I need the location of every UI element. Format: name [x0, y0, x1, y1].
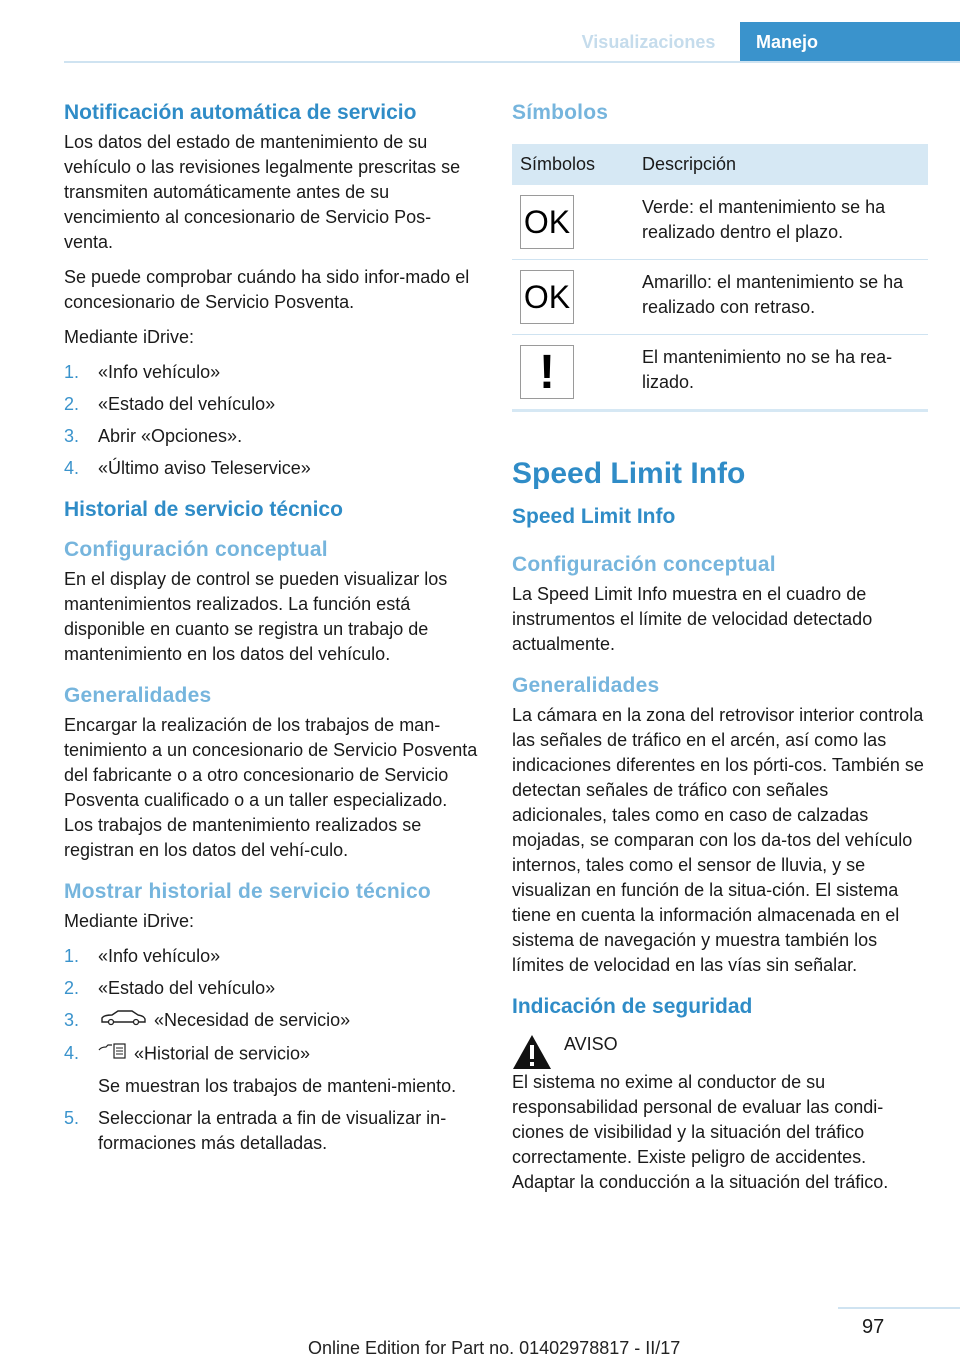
- service-history-icon: [98, 1041, 128, 1068]
- list-item: [64, 944, 478, 969]
- subsection-title: Configuración conceptual: [512, 553, 776, 576]
- step-number: 1.: [64, 362, 80, 382]
- symbol-cell: [512, 260, 634, 335]
- paragraph: Encargar la realización de los trabajos de man‐tenimiento a un concesionario de Servicio Posventa del fabricante o a otro concesionario de Servicio Posventa cualificado o a un taller especializado. Los trabajos de mantenimiento realizados se registran en los datos del vehí‐culo.: [64, 715, 478, 860]
- paragraph: En el display de control se pueden visualizar los mantenimientos realizados. La función está disponible en cuanto se registra un trabajo de mantenimiento en los datos del vehículo.: [64, 569, 448, 664]
- step-number: 1.: [64, 946, 80, 966]
- step-number: 3.: [64, 1010, 80, 1030]
- table-header: Símbolos: [512, 144, 634, 185]
- description-cell: El mantenimiento no se ha rea‐lizado.: [634, 335, 928, 411]
- description-cell: Amarillo: el mantenimiento se ha realizado con retraso.: [634, 260, 928, 335]
- list-item: [64, 392, 478, 417]
- step-text: «Info vehículo»: [98, 946, 221, 966]
- step-text: «Estado del vehículo»: [98, 394, 276, 414]
- header-tabs: [557, 22, 960, 62]
- step-text: Abrir «Opciones».: [98, 426, 243, 446]
- step-text: «Historial de servicio»: [134, 1043, 311, 1063]
- subsection-title: Mostrar historial de servicio técnico: [64, 880, 431, 903]
- step-number: 4.: [64, 458, 80, 478]
- list-item: [64, 456, 478, 481]
- exclamation-icon: !: [520, 345, 574, 399]
- step-number: 2.: [64, 394, 80, 414]
- table-header-row: [512, 144, 928, 185]
- list-item: [64, 1008, 478, 1034]
- section-title-seguridad: Indicación de seguridad: [512, 995, 753, 1018]
- steps-list-1: [64, 360, 478, 481]
- warning-label: AVISO: [564, 1034, 618, 1054]
- step-text: Seleccionar la entrada a fin de visualizar in‐formaciones más detalladas.: [98, 1107, 447, 1153]
- tab-visualizaciones[interactable]: Visualizaciones: [557, 22, 740, 62]
- step-number: 4.: [64, 1042, 80, 1063]
- right-column: [512, 100, 926, 1205]
- table-row: [512, 185, 928, 260]
- ok-green-icon: OK: [520, 195, 574, 249]
- step-text: «Estado del vehículo»: [98, 978, 276, 998]
- step-number: 5.: [64, 1107, 80, 1128]
- paragraph: Mediante iDrive:: [64, 327, 195, 347]
- step-text: «Info vehículo»: [98, 362, 221, 382]
- step-note: Se muestran los trabajos de manteni‐miento.: [98, 1075, 457, 1096]
- paragraph: Mediante iDrive:: [64, 911, 195, 931]
- symbols-table: [512, 144, 928, 412]
- paragraph: Se puede comprobar cuándo ha sido infor‐mado el concesionario de Servicio Posventa.: [64, 267, 470, 312]
- list-item: [64, 1106, 478, 1156]
- chapter-title-speed-limit: Speed Limit Info: [512, 457, 746, 490]
- description-cell: Verde: el mantenimiento se ha realizado dentro el plazo.: [634, 185, 928, 260]
- car-service-icon: [98, 1009, 148, 1034]
- section-title-notificacion: Notificación automática de servicio: [64, 101, 417, 124]
- list-item: [64, 424, 478, 449]
- step-text: «Último aviso Teleservice»: [98, 458, 311, 478]
- subsection-title: Generalidades: [64, 684, 212, 707]
- section-title-simbolos: Símbolos: [512, 101, 609, 124]
- steps-list-2: [64, 944, 478, 1156]
- symbol-cell: [512, 185, 634, 260]
- list-item: [64, 360, 478, 385]
- subsection-title: Configuración conceptual: [64, 538, 328, 561]
- header-rule: [64, 61, 960, 63]
- ok-yellow-icon: OK: [520, 270, 574, 324]
- warning-triangle-icon: [512, 1034, 552, 1070]
- paragraph: Los datos del estado de mantenimiento de su vehículo o las revisiones legalmente prescritas se transmiten automáticamente antes de su vencimiento al concesionario de Servicio Pos‐venta.: [64, 132, 461, 252]
- page-number: 97: [862, 1316, 885, 1338]
- table-row: [512, 335, 928, 411]
- symbol-cell: [512, 335, 634, 411]
- tab-manejo[interactable]: Manejo: [740, 22, 960, 62]
- subsection-title: Generalidades: [512, 674, 660, 697]
- warning-block: [512, 1030, 926, 1070]
- section-title-speed-limit: Speed Limit Info: [512, 505, 676, 528]
- step-number: 2.: [64, 978, 80, 998]
- section-title-historial: Historial de servicio técnico: [64, 498, 343, 521]
- step-number: 3.: [64, 426, 80, 446]
- table-header: Descripción: [634, 144, 928, 185]
- step-text: «Necesidad de servicio»: [154, 1010, 351, 1030]
- footer-edition: Online Edition for Part no. 01402978817 - II/17: [308, 1338, 681, 1358]
- left-column: [64, 100, 478, 1170]
- footer-rule: [838, 1307, 960, 1309]
- list-item: [64, 1041, 478, 1099]
- paragraph: La cámara en la zona del retrovisor interior controla las señales de tráfico en el arcén, así como las indicaciones diferentes en los pórti‐cos. También se detectan señales de tráfico con señales adicionales, tales como en caso de calzadas mojadas, se comparan con los da‐tos del vehículo internos, tales como el sensor de lluvia, y se visualizan en función de la situa‐ción. El sistema tiene en cuenta la información almacenada en el sistema de navegación y muestra también los límites de velocidad en las vías sin señalar.: [512, 705, 924, 975]
- warning-text: El sistema no exime al conductor de su responsabilidad personal de evaluar las condi‐ciones de visibilidad y la situación del tráfico correctamente. Existe peligro de accidentes. Adaptar la conducción a la situación del tráfico.: [512, 1072, 889, 1192]
- list-item: [64, 976, 478, 1001]
- table-row: [512, 260, 928, 335]
- paragraph: La Speed Limit Info muestra en el cuadro de instrumentos el límite de velocidad detectado actualmente.: [512, 584, 873, 654]
